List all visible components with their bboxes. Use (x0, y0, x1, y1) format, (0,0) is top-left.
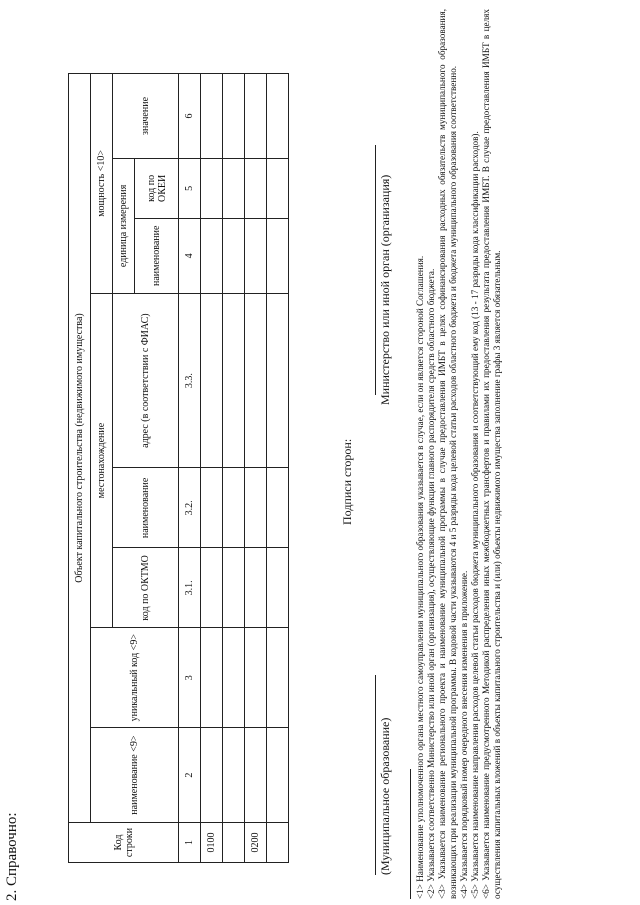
footnote: <6> Указывается наименование предусмотренного Методикой распределения иных межбюджетных трансфертов и правилами их предоставления результата предоставления ИМБТ. В случае предоставления ИМБТ в целях осуществления капитальных вложений в объекты капитального строительства и (или) объекты недвижимого имущества заполнение графы 3 является обязательным. (481, 9, 502, 899)
footnote: <3> Указывается наименование регионального проекта и наименование муниципальной программы в случае предоставления ИМБТ в целях софинансирования расходных обязательств муниципального образования, возникающих при реализации муниципальной программы. В кодовой части указываются 4 и 5 разряды кода целевой статьи расходов областного бюджета и бюджета муниципального образования соответственно. (437, 9, 458, 899)
row-code: 0200 (245, 823, 267, 863)
footnote-separator (410, 769, 411, 899)
col-num: 6 (179, 74, 201, 159)
footnote: <2> Указывается соответственно Министерство или иной орган (организация), осуществляющие функции главного распорядителя средств областного бюджета. (426, 268, 436, 899)
signature-right-label: Министерство или иной орган (организация) (378, 174, 392, 405)
header-location-name: наименование (113, 468, 179, 548)
signature-left-label: (Муниципальное образование) (378, 717, 392, 875)
header-value: значение (113, 74, 179, 159)
signatures-title: Подписи сторон: (340, 438, 354, 525)
header-location: местонахождение (91, 293, 113, 627)
footnote: <5> Указывается наименование направления расходов целевой статьи расходов бюджета муниципального образования и соответствующий ему код (13 - 17 разряды кода классификации расходов). (470, 131, 480, 899)
col-num: 2 (179, 728, 201, 823)
header-unit-name: наименование (135, 218, 179, 293)
section-heading: 2. Справочно: (4, 812, 20, 901)
header-okei: код по ОКЕИ (135, 158, 179, 218)
row-code (223, 823, 245, 863)
header-code: Код строки (69, 823, 179, 863)
col-num: 3.1. (179, 548, 201, 628)
header-unit: единица измерения (113, 158, 135, 293)
col-num: 5 (179, 158, 201, 218)
signature-line-left (375, 675, 376, 875)
col-num: 1 (179, 823, 201, 863)
col-num: 4 (179, 218, 201, 293)
table-row (267, 74, 289, 863)
header-oktmo: код по ОКТМО (113, 548, 179, 628)
col-num: 3 (179, 628, 201, 728)
table-row (201, 74, 223, 863)
table-row (223, 74, 245, 863)
table-row (245, 74, 267, 863)
row-code: 0100 (201, 823, 223, 863)
footnotes (415, 9, 503, 899)
col-num: 3.3. (179, 293, 201, 468)
col-num: 3.2. (179, 468, 201, 548)
footnote: <4> Указывается порядковый номер очередного внесения изменения в приложение. (459, 570, 469, 899)
signature-line-right (375, 145, 376, 395)
footnote: <1> Наименование уполномоченного органа местного самоуправления муниципального образования указывается в случае, если он является стороной Соглашения. (415, 255, 425, 899)
header-name: наименование <9> (91, 728, 179, 823)
reference-table (68, 73, 289, 863)
header-object: Объект капитального строительства (недвижимого имущества) (69, 74, 91, 823)
header-capacity: мощность <10> (91, 74, 113, 294)
header-unique-code: уникальный код <9> (91, 628, 179, 728)
row-code (267, 823, 289, 863)
header-address: адрес (в соответствии с ФИАС) (113, 293, 179, 468)
